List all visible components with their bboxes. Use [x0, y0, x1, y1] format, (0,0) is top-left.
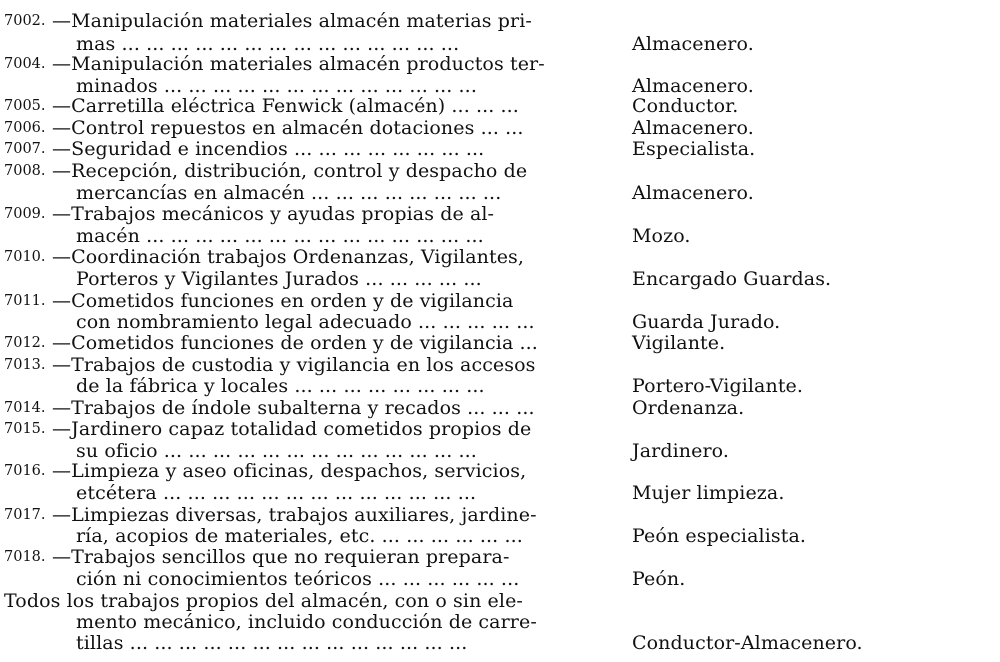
entry-description: —Recepción, distribución, control y despacho de — [52, 160, 528, 182]
document-line — [0, 375, 1000, 397]
entry-description: su oficio ... ... ... ... ... ... ... ... ... ... ... ... ... — [76, 440, 477, 462]
entry-code: 7010. — [4, 249, 46, 265]
entry-category: Almacenero. — [632, 33, 754, 55]
entry-category: Peón especialista. — [632, 525, 807, 547]
document-line — [0, 311, 1000, 333]
entry-description: —Jardinero capaz totalidad cometidos propios de — [52, 418, 532, 440]
entry-code: 7011. — [4, 293, 46, 309]
entry-description: —Carretilla eléctrica Fenwick (almacén) ... ... ... — [52, 95, 519, 117]
entry-description: Porteros y Vigilantes Jurados ... ... ... ... ... — [76, 268, 482, 290]
entry-code: 7014. — [4, 400, 46, 416]
entry-category: Ordenanza. — [632, 397, 745, 419]
entry-code: 7015. — [4, 421, 46, 437]
entry-description: ción ni conocimientos teóricos ... ... ... ... ... ... — [76, 568, 520, 590]
document-line — [0, 138, 1000, 160]
entry-description: etcétera ... ... ... ... ... ... ... ... ... ... ... ... ... — [76, 482, 477, 504]
entry-category: Jardinero. — [632, 440, 729, 462]
entry-category: Vigilante. — [632, 332, 726, 354]
entry-code: 7016. — [4, 463, 46, 479]
document-line — [0, 354, 1000, 376]
document-line — [0, 611, 1000, 633]
entry-description: —Trabajos sencillos que no requieran prepara- — [52, 546, 510, 568]
entry-code: 7002. — [4, 13, 46, 29]
entry-description: tillas ... ... ... ... ... ... ... ... ... ... ... ... ... ... — [76, 632, 468, 654]
entry-description: de la fábrica y locales ... ... ... ... ... ... ... ... — [76, 375, 485, 397]
document-line — [0, 525, 1000, 547]
entry-category: Conductor. — [632, 95, 739, 117]
document-line — [0, 332, 1000, 354]
entry-code: 7012. — [4, 335, 46, 351]
entry-description: ría, acopios de materiales, etc. ... ... ... ... ... ... — [76, 525, 523, 547]
document-line — [0, 290, 1000, 312]
entry-category: Conductor-Almacenero. — [632, 632, 863, 654]
entry-code: 7008. — [4, 163, 46, 179]
entry-code: 7006. — [4, 120, 46, 136]
document-line — [0, 33, 1000, 55]
document-line — [0, 590, 1000, 612]
document-line — [0, 117, 1000, 139]
document-line — [0, 95, 1000, 117]
document-line — [0, 482, 1000, 504]
entry-category: Almacenero. — [632, 117, 754, 139]
entry-description: con nombramiento legal adecuado ... ... ... ... ... — [76, 311, 535, 333]
entry-description: mas ... ... ... ... ... ... ... ... ... ... ... ... ... ... — [76, 33, 460, 55]
document-line — [0, 418, 1000, 440]
entry-category: Guarda Jurado. — [632, 311, 781, 333]
entry-description: —Cometidos funciones de orden y de vigilancia ... — [52, 332, 538, 354]
document-line — [0, 546, 1000, 568]
entry-description: —Manipulación materiales almacén productos ter- — [52, 53, 545, 75]
entry-category: Encargado Guardas. — [632, 268, 832, 290]
entry-description: Todos los trabajos propios del almacén, con o sin ele- — [4, 590, 523, 612]
entry-description: macén ... ... ... ... ... ... ... ... ... ... ... ... ... ... — [76, 225, 484, 247]
document-line — [0, 568, 1000, 590]
document-line — [0, 160, 1000, 182]
entry-description: mento mecánico, incluido conducción de carre- — [76, 611, 537, 633]
document-line — [0, 75, 1000, 97]
document-line — [0, 460, 1000, 482]
entry-category: Especialista. — [632, 138, 756, 160]
document-line — [0, 225, 1000, 247]
entry-code: 7017. — [4, 507, 46, 523]
entry-description: —Limpieza y aseo oficinas, despachos, servicios, — [52, 460, 527, 482]
entry-category: Peón. — [632, 568, 686, 590]
entry-description: mercancías en almacén ... ... ... ... ... ... ... ... — [76, 182, 502, 204]
entry-description: —Manipulación materiales almacén materias pri- — [52, 10, 532, 32]
entry-code: 7007. — [4, 141, 46, 157]
document-line — [0, 182, 1000, 204]
entry-description: —Seguridad e incendios ... ... ... ... ... ... ... ... — [52, 138, 485, 160]
entry-description: —Limpiezas diversas, trabajos auxiliares, jardine- — [52, 504, 537, 526]
document-line — [0, 203, 1000, 225]
document-line — [0, 10, 1000, 32]
entry-code: 7013. — [4, 357, 46, 373]
entry-category: Almacenero. — [632, 75, 754, 97]
document-line — [0, 632, 1000, 654]
entry-category: Portero-Vigilante. — [632, 375, 804, 397]
entry-description: —Trabajos mecánicos y ayudas propias de al- — [52, 203, 495, 225]
entry-description: —Trabajos de custodia y vigilancia en los accesos — [52, 354, 536, 376]
document-line — [0, 268, 1000, 290]
entry-description: minados ... ... ... ... ... ... ... ... ... ... ... ... ... — [76, 75, 477, 97]
document-line — [0, 53, 1000, 75]
entry-description: —Control repuestos en almacén dotaciones ... ... — [52, 117, 524, 139]
document-line — [0, 504, 1000, 526]
entry-category: Mujer limpieza. — [632, 482, 785, 504]
entry-category: Mozo. — [632, 225, 691, 247]
entry-code: 7009. — [4, 206, 46, 222]
entry-category: Almacenero. — [632, 182, 754, 204]
document-line — [0, 397, 1000, 419]
entry-code: 7004. — [4, 56, 46, 72]
entry-description: —Trabajos de índole subalterna y recados ... ... ... — [52, 397, 535, 419]
document-line — [0, 246, 1000, 268]
entry-code: 7018. — [4, 549, 46, 565]
entry-description: —Cometidos funciones en orden y de vigilancia — [52, 290, 514, 312]
document-line — [0, 440, 1000, 462]
entry-code: 7005. — [4, 98, 46, 114]
entry-description: —Coordinación trabajos Ordenanzas, Vigilantes, — [52, 246, 525, 268]
